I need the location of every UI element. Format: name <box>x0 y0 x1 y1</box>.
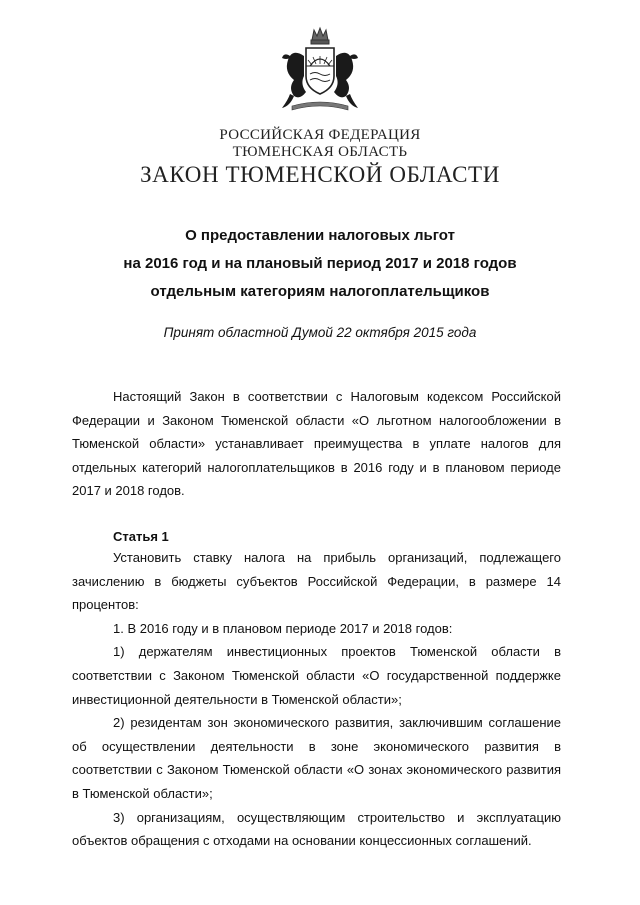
preamble-paragraph: Настоящий Закон в соответствии с Налоговым кодексом Российской Федерации и Законом Тюменской области «О льготном налогообложении в Тюменской области» устанавливает преимущества в уплате налогов для отдельных категорий налогоплательщиков в 2016 году и в плановом периоде 2017 и 2018 годов. <box>72 389 561 499</box>
region-name: ТЮМЕНСКАЯ ОБЛАСТЬ <box>232 144 408 160</box>
coat-of-arms-icon <box>270 26 370 116</box>
article-body <box>72 546 561 853</box>
adoption-date: Принят областной Думой 22 октября 2015 года <box>163 325 477 340</box>
article-heading: Статья 1 <box>113 529 169 544</box>
article-paragraph: 1) держателям инвестиционных проектов Тюменской области в соответствии с Законом Тюменской области «О государственной поддержке инвестиционной деятельности в Тюменской области»; <box>72 644 561 707</box>
law-title-line-2: на 2016 год и на плановый период 2017 и 2018 годов <box>123 255 517 272</box>
article-paragraph: 2) резидентам зон экономического развития, заключившим соглашение об осуществлении деятельности в зоне экономического развития в соответствии с Законом Тюменской области «О зонах экономического развития в Тюменской области»; <box>72 715 561 801</box>
law-title-line-1: О предоставлении налоговых льгот <box>185 227 455 244</box>
document-type-heading: ЗАКОН ТЮМЕНСКОЙ ОБЛАСТИ <box>140 162 500 187</box>
article-paragraph: 1. В 2016 году и в плановом периоде 2017 и 2018 годов: <box>113 620 453 636</box>
law-title-line-3: отдельным категориям налогоплательщиков <box>150 283 490 300</box>
article-paragraph: 3) организациям, осуществляющим строительство и эксплуатацию объектов обращения с отходами на основании концессионных соглашений. <box>72 809 561 849</box>
preamble <box>72 385 561 503</box>
country-name: РОССИЙСКАЯ ФЕДЕРАЦИЯ <box>219 127 421 143</box>
article-paragraph: Установить ставку налога на прибыль организаций, подлежащего зачислению в бюджеты субъектов Российской Федерации, в размере 14 процентов: <box>72 550 561 613</box>
